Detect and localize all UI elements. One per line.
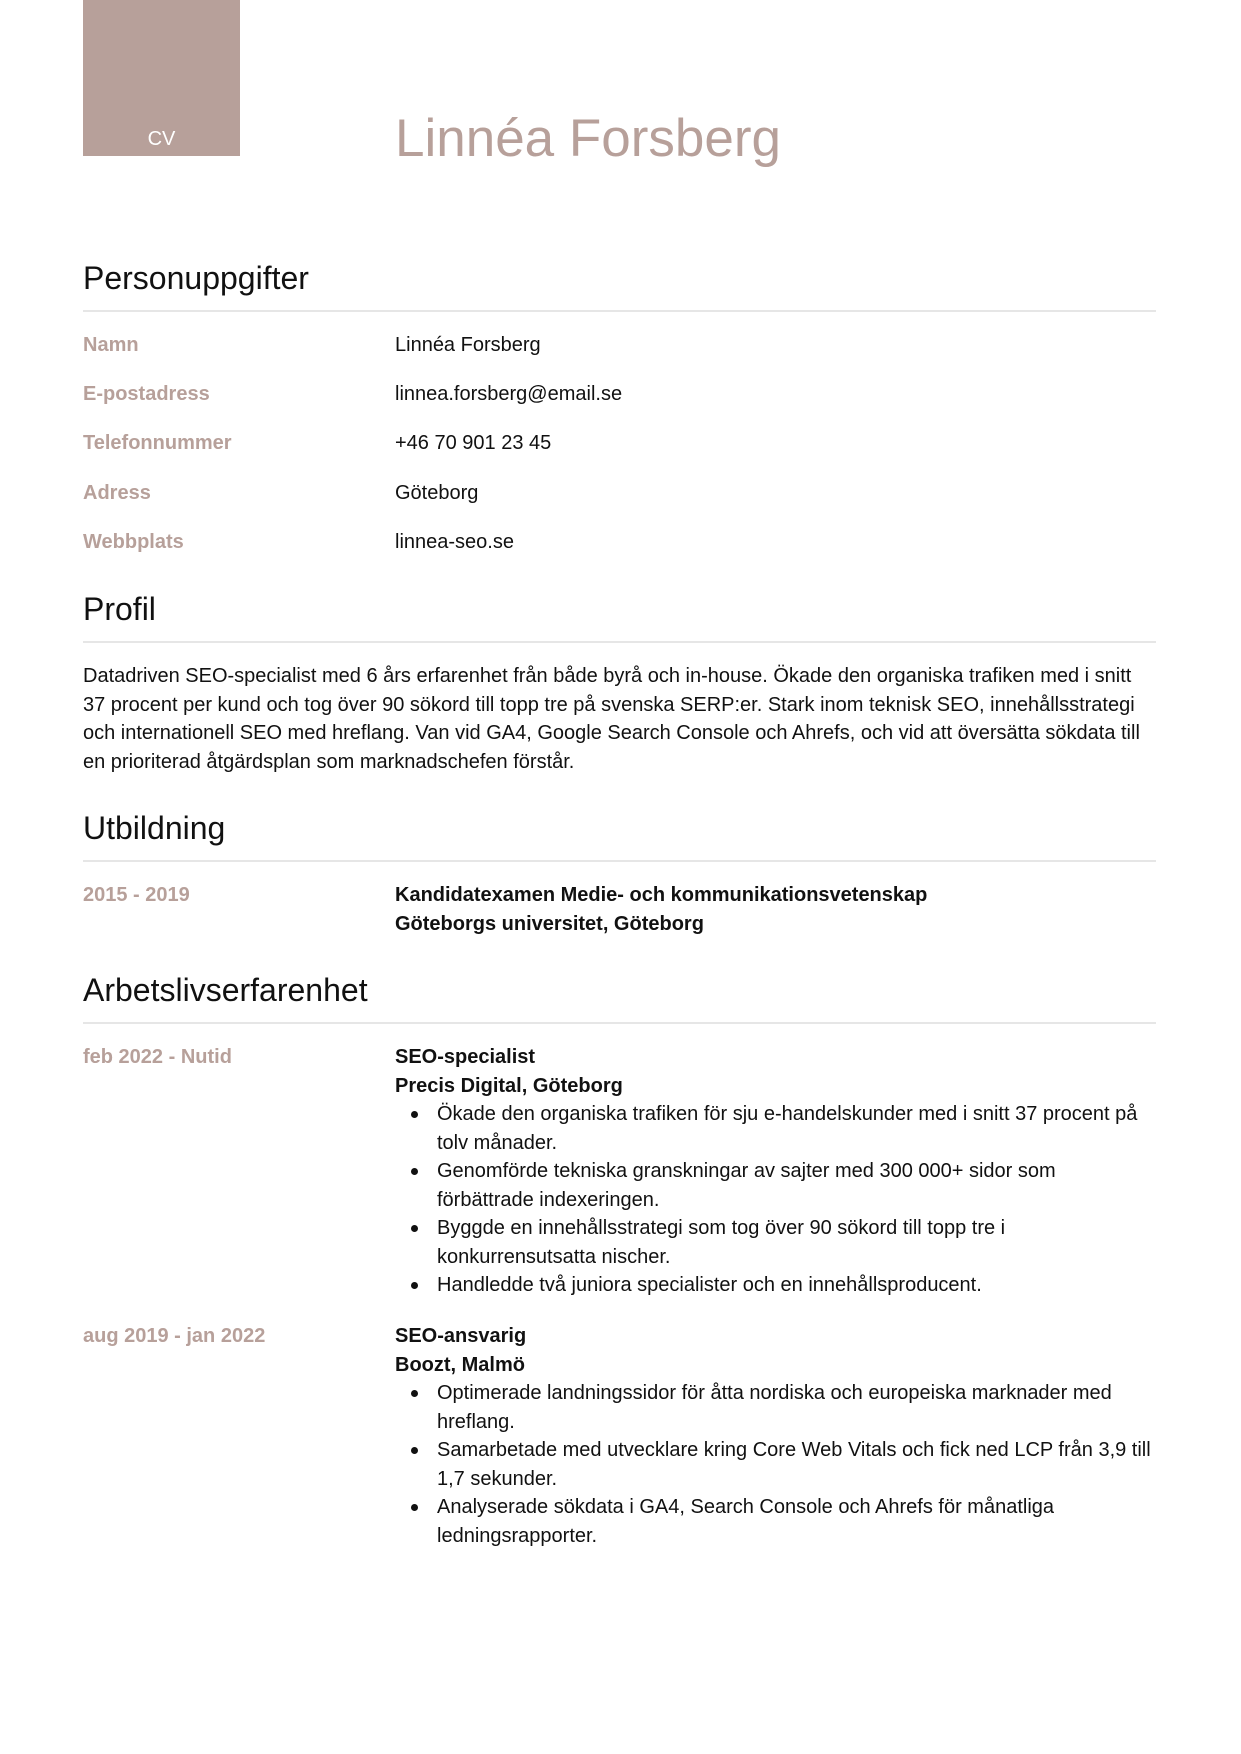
- info-row-name: [83, 331, 1156, 361]
- bullet-icon: [411, 1390, 418, 1397]
- info-label: Namn: [83, 334, 139, 356]
- info-value: Göteborg: [395, 482, 479, 504]
- bullet-icon: [411, 1282, 418, 1289]
- info-row-phone: [83, 429, 1156, 459]
- list-item: [395, 1100, 1156, 1157]
- bullet-text: Optimerade landningssidor för åtta nordiska och europeiska marknader med hreflang.: [437, 1382, 1112, 1433]
- section-education: [83, 809, 1156, 862]
- info-value: linnea.forsberg@email.se: [395, 383, 623, 405]
- bullet-text: Handledde två juniora specialister och en innehållsproducent.: [437, 1274, 982, 1296]
- section-personal: [83, 259, 1156, 312]
- list-item: [395, 1157, 1156, 1214]
- list-item: [395, 1214, 1156, 1271]
- info-label: Webbplats: [83, 531, 184, 553]
- bullet-text: Genomförde tekniska granskningar av sajter med 300 000+ sidor som förbättrade indexeringen.: [437, 1160, 1056, 1211]
- bullet-text: Analyserade sökdata i GA4, Search Console och Ahrefs för månatliga ledningsrapporter.: [437, 1496, 1055, 1547]
- section-divider: [83, 1022, 1156, 1024]
- bullet-icon: [411, 1225, 418, 1232]
- info-label: Telefonnummer: [83, 432, 232, 454]
- list-item: [395, 1379, 1156, 1436]
- education-school: Göteborgs universitet, Göteborg: [395, 912, 704, 935]
- info-value: linnea-seo.se: [395, 531, 514, 553]
- section-title-education: Utbildning: [83, 810, 226, 846]
- entry-body: [395, 881, 1156, 938]
- job-company: Boozt, Malmö: [395, 1353, 525, 1376]
- bullet-icon: [411, 1111, 418, 1118]
- bullet-icon: [411, 1168, 418, 1175]
- info-row-email: [83, 380, 1156, 410]
- cv-badge-label: CV: [147, 128, 176, 150]
- list-item: [395, 1436, 1156, 1493]
- bullet-text: Byggde en innehållsstrategi som tog över 90 sökord till topp tre i konkurrensutsatta nischer.: [437, 1217, 1006, 1268]
- list-item: [395, 1271, 1156, 1300]
- bullet-icon: [411, 1447, 418, 1454]
- info-label: E-postadress: [83, 383, 210, 405]
- entry-period: feb 2022 - Nutid: [83, 1046, 232, 1068]
- info-row-website: [83, 528, 1156, 558]
- cv-badge: [83, 0, 240, 156]
- bullet-text: Samarbetade med utvecklare kring Core Web Vitals och fick ned LCP från 3,9 till 1,7 sekunder.: [437, 1439, 1151, 1490]
- job-role: SEO-specialist: [395, 1046, 536, 1068]
- bullet-text: Ökade den organiska trafiken för sju e-handelskunder med i snitt 37 procent på tolv månader.: [437, 1103, 1138, 1154]
- info-value: Linnéa Forsberg: [395, 334, 541, 356]
- job-bullets: [395, 1100, 1156, 1300]
- section-title-personal: Personuppgifter: [83, 260, 309, 296]
- section-divider: [83, 641, 1156, 643]
- education-degree: Kandidatexamen Medie- och kommunikationsvetenskap: [395, 884, 928, 906]
- job-company: Precis Digital, Göteborg: [395, 1074, 623, 1097]
- profile-summary: Datadriven SEO-specialist med 6 års erfarenhet från både byrå och in-house. Ökade den organiska trafiken med i snitt 37 procent per kund och tog över 90 sökord till topp tre på svenska SERP:er. Stark inom teknisk SEO, innehållsstrategi och internationell SEO med hreflang. Van vid GA4, Google Search Console och Ahrefs, och vid att översätta sökdata till en prioriterad åtgärdsplan som marknadschefen förstår.: [83, 665, 1140, 773]
- list-item: [395, 1493, 1156, 1550]
- section-divider: [83, 860, 1156, 862]
- section-title-experience: Arbetslivserfarenhet: [83, 972, 368, 1008]
- page-title: Linnéa Forsberg: [395, 109, 781, 168]
- entry-body: [395, 1322, 1156, 1550]
- info-label: Adress: [83, 482, 151, 504]
- section-profile: [83, 590, 1156, 643]
- bullet-icon: [411, 1504, 418, 1511]
- section-title-profile: Profil: [83, 591, 156, 627]
- entry-body: [395, 1043, 1156, 1300]
- job-bullets: [395, 1379, 1156, 1550]
- entry-period: 2015 - 2019: [83, 884, 190, 906]
- info-value: +46 70 901 23 45: [395, 432, 552, 454]
- section-experience: [83, 971, 1156, 1024]
- section-divider: [83, 310, 1156, 312]
- entry-period: aug 2019 - jan 2022: [83, 1325, 266, 1347]
- job-role: SEO-ansvarig: [395, 1325, 527, 1347]
- info-row-address: [83, 479, 1156, 509]
